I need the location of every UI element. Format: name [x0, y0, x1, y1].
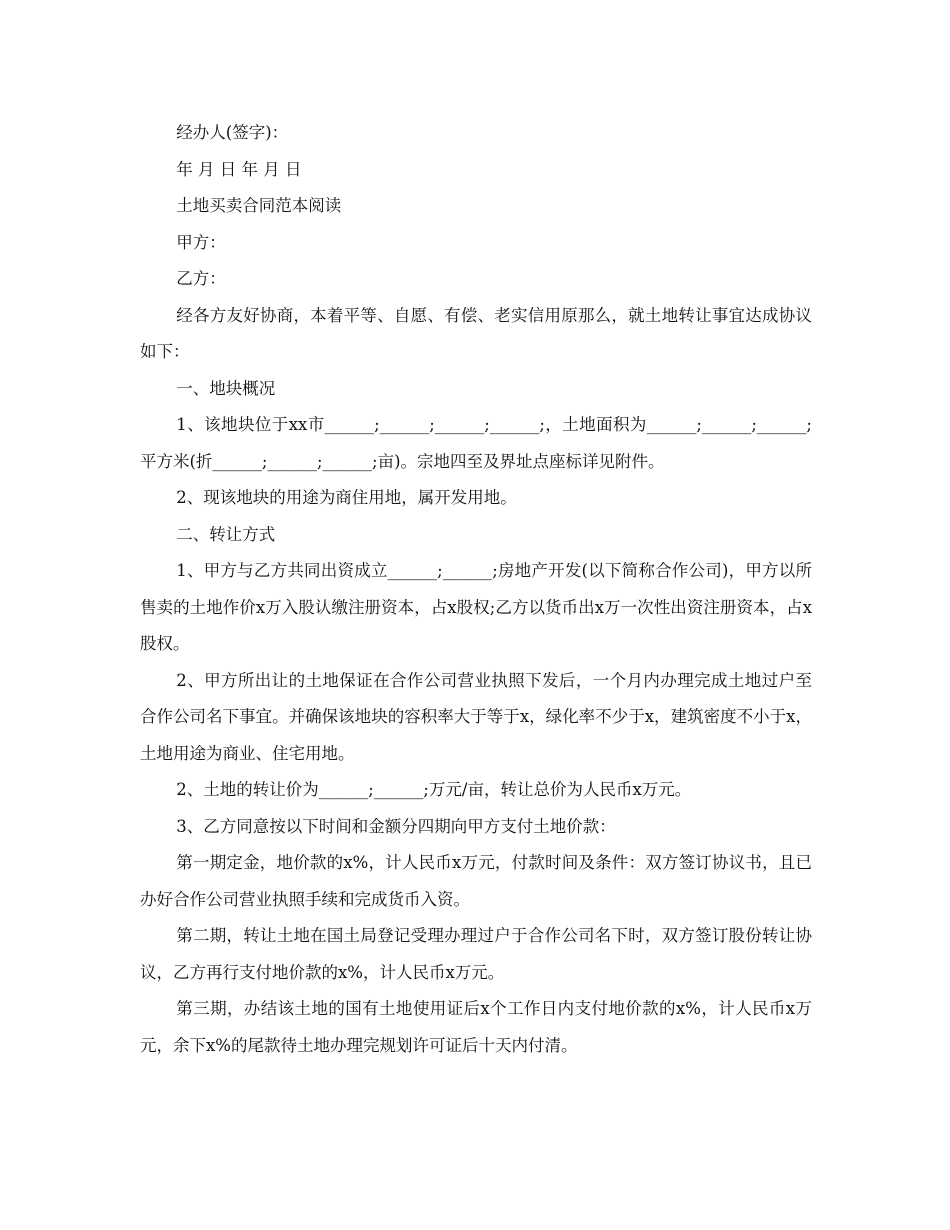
- clause: 2、土地的转让价为______;______;万元/亩，转让总价为人民币x万元。: [176, 780, 692, 799]
- contract-document: [140, 115, 812, 1064]
- preamble: 经各方友好协商，本着平等、自愿、有偿、老实信用原那么，就土地转让事宜达成协议如下：: [140, 305, 812, 361]
- clause: 1、该地块位于xx市______;______;______;______;，土地面积为______;______;______;平方米(折______;______;______;亩)。宗地四至及界址点座标详见附件。: [140, 415, 812, 471]
- clause: 1、甲方与乙方共同出资成立______;______;房地产开发(以下简称合作公司)，甲方以所售卖的土地作价x万入股认缴注册资本，占x股权;乙方以货币出x万一次性出资注册资本，占x股权。: [140, 561, 812, 653]
- party-b: 乙方：: [176, 269, 226, 288]
- payment-phase: 第三期，办结该土地的国有土地使用证后x个工作日内支付地价款的x%，计人民币x万元，余下x%的尾款待土地办理完规划许可证后十天内付清。: [140, 999, 812, 1055]
- payment-phase: 第一期定金，地价款的x%，计人民币x万元，付款时间及条件：双方签订协议书，且已办好合作公司营业执照手续和完成货币入资。: [140, 853, 812, 909]
- document-title: 土地买卖合同范本阅读: [176, 196, 342, 215]
- clause: 3、乙方同意按以下时间和金额分四期向甲方支付土地价款：: [176, 816, 616, 836]
- clause: 2、甲方所出让的土地保证在合作公司营业执照下发后，一个月内办理完成土地过户至合作公司名下事宜。并确保该地块的容积率大于等于x，绿化率不少于x，建筑密度不小于x，土地用途为商业、住宅用地。: [140, 670, 812, 763]
- date-line: 年 月 日 年 月 日: [176, 159, 302, 179]
- signature-line: 经办人(签字)：: [176, 123, 289, 142]
- payment-phase: 第二期，转让土地在国土局登记受理办理过户于合作公司名下时，双方签订股份转让协议，乙方再行支付地价款的x%，计人民币x万元。: [140, 926, 812, 982]
- party-a: 甲方：: [176, 232, 226, 252]
- section-heading: 二、转让方式: [176, 524, 276, 544]
- section-heading: 一、地块概况: [176, 378, 276, 398]
- clause: 2、现该地块的用途为商住用地，属开发用地。: [176, 488, 517, 507]
